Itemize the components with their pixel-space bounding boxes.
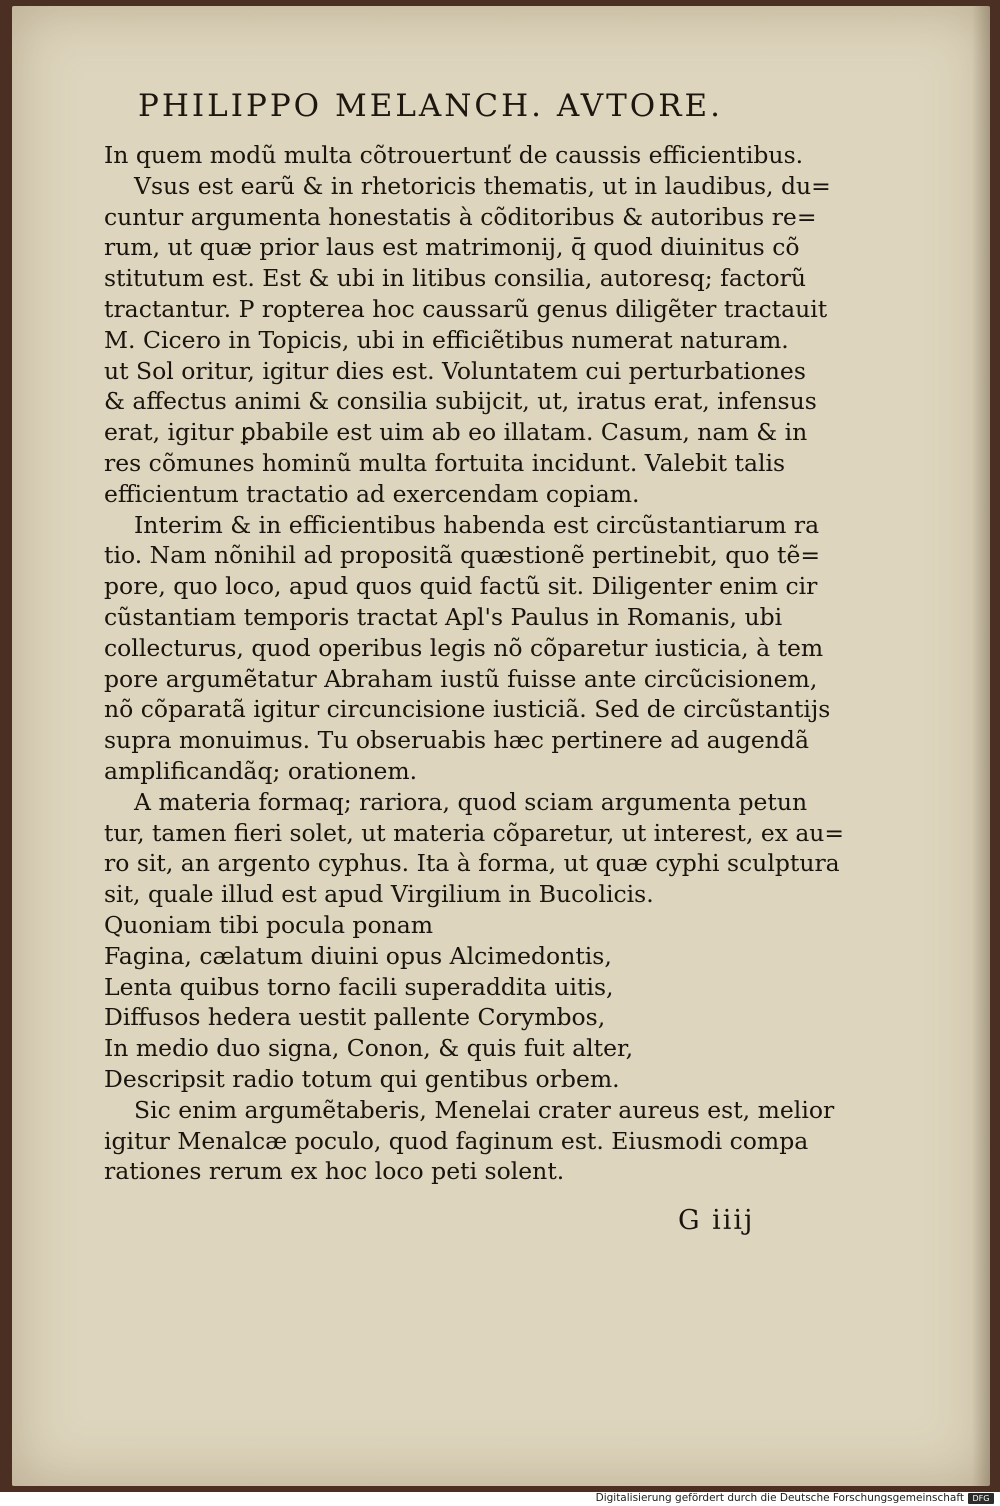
text-line: pore argumẽtatur Abraham iustũ fuisse ante circũcisionem, <box>104 664 818 693</box>
text-line: tractantur. P ropterea hoc caussarũ genus diligẽter tractauit <box>104 294 828 323</box>
text-line: collecturus, quod operibus legis nõ cõparetur iusticia, à tem <box>104 633 824 662</box>
signature-mark: G iiij <box>678 1205 755 1236</box>
text-line: Quoniam tibi pocula ponam <box>104 910 434 939</box>
text-line: Interim & in efficientibus habenda est circũstantiarum ra <box>134 510 820 539</box>
text-line: pore, quo loco, apud quos quid factũ sit. Diligenter enim cir <box>104 572 818 601</box>
text-line: igitur Menalcæ poculo, quod faginum est. Eiusmodi compa <box>104 1126 809 1155</box>
text-line: cuntur argumenta honestatis à cõditoribus & autoribus re= <box>104 202 817 231</box>
text-line: stitutum est. Est & ubi in litibus consilia, autoresq; factorũ <box>104 264 806 293</box>
text-line: ut Sol oritur, igitur dies est. Voluntatem cui perturbationes <box>104 356 806 385</box>
page-edge-shadow <box>972 6 990 1486</box>
text-line: cũstantiam temporis tractat Apl's Paulus in Romanis, ubi <box>104 602 783 631</box>
text-line: Sic enim argumẽtaberis, Menelai crater aureus est, melior <box>134 1095 835 1124</box>
text-line: A materia formaq; rariora, quod sciam argumenta petun <box>134 787 808 816</box>
text-line: erat, igitur ꝑbabile est uim ab eo illatam. Casum, nam & in <box>104 418 808 447</box>
text-line: supra monuimus. Tu obseruabis hæc pertinere ad augendã <box>104 726 809 755</box>
text-line: Diffusos hedera uestit pallente Corymbos, <box>104 1003 606 1032</box>
text-line: tio. Nam nõnihil ad propositã quæstionẽ pertinebit, quo tẽ= <box>104 541 821 570</box>
text-line: ro sit, an argento cyphus. Ita à forma, ut quæ cyphi sculptura <box>104 849 840 878</box>
text-line: & affectus animi & consilia subijcit, ut, iratus erat, infensus <box>104 387 817 416</box>
text-line: In medio duo signa, Conon, & quis fuit alter, <box>104 1034 634 1063</box>
text-line: amplificandãq; orationem. <box>104 756 418 785</box>
text-line: res cõmunes hominũ multa fortuita incidunt. Valebit talis <box>104 448 786 477</box>
text-line: rum, ut quæ prior laus est matrimonij, q̄ quod diuinitus cõ <box>104 233 800 262</box>
running-head: PHILIPPO MELANCH. AVTORE. <box>138 88 724 124</box>
page-text-block <box>104 140 844 1187</box>
text-line: sit, quale illud est apud Virgilium in Bucolicis. <box>104 880 654 909</box>
text-line: rationes rerum ex hoc loco peti solent. <box>104 1157 565 1186</box>
text-line: Lenta quibus torno facili superaddita uitis, <box>104 972 614 1001</box>
funding-note: Digitalisierung gefördert durch die Deutsche Forschungsgemeinschaft <box>595 1492 964 1504</box>
text-line: In quem modũ multa cõtrouertunť de caussis efficientibus. <box>104 141 804 169</box>
text-line: Fagina, cælatum diuini opus Alcimedontis, <box>104 941 612 970</box>
text-line: Vsus est earũ & in rhetoricis thematis, ut in laudibus, du= <box>134 171 831 200</box>
dfg-logo: DFG <box>968 1493 994 1504</box>
text-line: tur, tamen fieri solet, ut materia cõparetur, ut interest, ex au= <box>104 818 844 847</box>
text-line: nõ cõparatã igitur circuncisione iusticiã. Sed de circũstantijs <box>104 695 831 724</box>
text-line: M. Cicero in Topicis, ubi in efficiẽtibus numerat naturam. <box>104 325 789 354</box>
text-line: efficientum tractatio ad exercendam copiam. <box>104 479 640 508</box>
text-line: Descripsit radio totum qui gentibus orbem. <box>104 1064 620 1093</box>
